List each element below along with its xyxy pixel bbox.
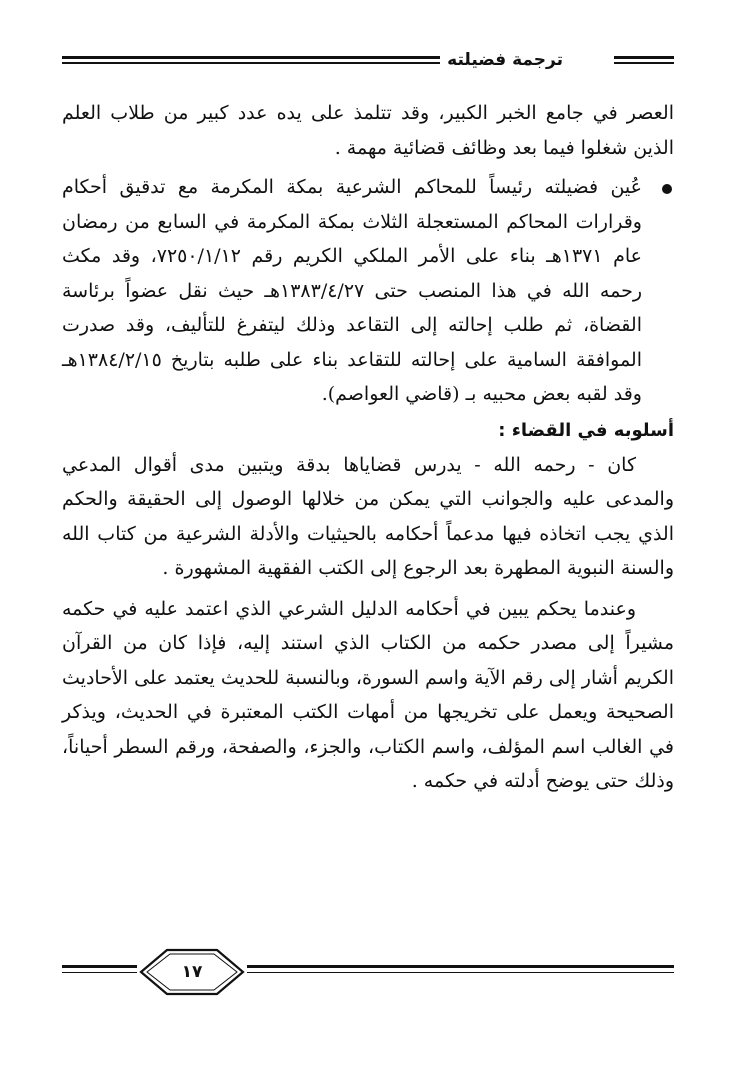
header-title: ترجمة فضيلته bbox=[441, 42, 569, 78]
paragraph: كان - رحمه الله - يدرس قضاياها بدقة ويتبين مدى أقوال المدعي والمدعى عليه والجوانب التي يمكن من خلالها الوصول إلى الحقيقة والحكم الذي يجب اتخاذه فيها مدعماً أحكامه بالحيثيات والأدلة الشرعية من كتاب الله والسنة النبوية المطهرة بعد الرجوع إلى الكتب الفقهية المشهورة . bbox=[62, 453, 674, 579]
paragraph: وعندما يحكم يبين في أحكامه الدليل الشرعي الذي اعتمد عليه في حكمه مشيراً إلى مصدر حكمه من الكتاب الذي استند إليه، فإذا كان من القرآن الكريم أشار إلى رقم الآية واسم السورة، وبالنسبة للحديث يعتمد على الأحاديث الصحيحة ويعمل على تخريجها من أمهات الكتب المعتبرة في الحديث، ويذكر في الغالب اسم المؤلف، واسم الكتاب، والجزء، والصفحة، ورقم السطر أحياناً، وذلك حتى يوضح أدلته في حكمه . bbox=[62, 597, 674, 792]
paragraph-continuation: العصر في جامع الخبر الكبير، وقد تتلمذ على يده عدد كبير من طلاب العلم الذين شغلوا فيما بعد وظائف قضائية مهمة . bbox=[62, 102, 674, 159]
bullet-item-text: عُين فضيلته رئيساً للمحاكم الشرعية بمكة المكرمة مع تدقيق أحكام وقرارات المحاكم المستعجلة الثلاث بمكة المكرمة في السابع من رمضان عام ١٣٧١هـ بناء على الأمر الملكي الكريم رقم ٧٢٥٠/١/١٢، وقد مكث رحمه الله في هذا المنصب حتى ١٣٨٣/٤/٢٧هـ حيث نقل عضواً برئاسة القضاة، ثم طلب إحالته إلى التقاعد وذلك ليتفرغ للتأليف، وقد صدرت الموافقة السامية على إحالته للتقاعد بناء على طلبه بتاريخ ١٣٨٤/٢/١٥هـ وقد لقبه بعض محبيه بـ (قاضي العواصم). bbox=[62, 176, 642, 405]
header-rule-left bbox=[62, 56, 440, 64]
page-number: ١٧ bbox=[181, 962, 203, 982]
section-heading: أسلوبه في القضاء : bbox=[498, 419, 674, 441]
page-body bbox=[62, 96, 674, 799]
bullet-dot-icon bbox=[662, 184, 672, 194]
page-footer bbox=[62, 945, 674, 1001]
header-rule-right bbox=[614, 56, 674, 64]
running-header bbox=[62, 42, 674, 78]
bullet-item bbox=[62, 170, 674, 412]
